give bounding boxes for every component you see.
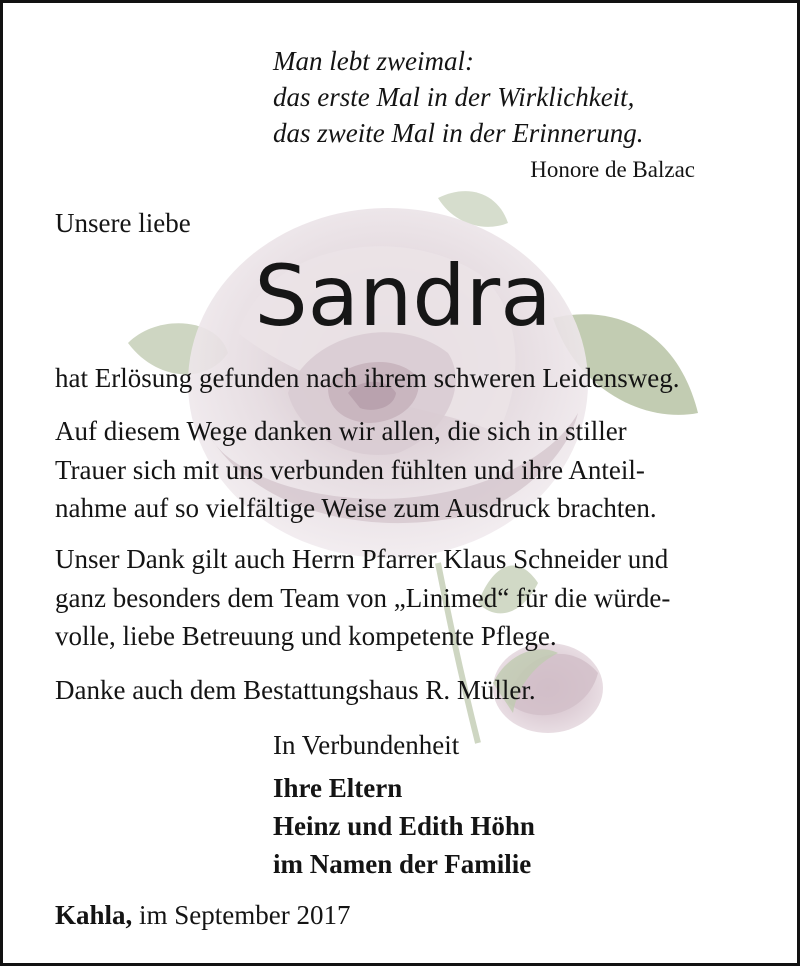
paragraph-line: Trauer sich mit uns verbunden fühlten und ihre Anteil- bbox=[55, 454, 645, 485]
paragraph-line: nahme auf so vielfältige Weise zum Ausdruck brachten. bbox=[55, 493, 657, 523]
place-date bbox=[55, 900, 351, 931]
quote-block bbox=[273, 43, 643, 151]
paragraph-line: Auf diesem Wege danken wir allen, die sich in stiller bbox=[55, 416, 627, 446]
paragraph-gratitude bbox=[55, 540, 761, 656]
signature-line: Heinz und Edith Höhn bbox=[273, 811, 535, 841]
place-date-text: im September 2017 bbox=[139, 900, 351, 930]
signature-line: im Namen der Familie bbox=[273, 849, 532, 879]
paragraph-line: volle, liebe Betreuung und kompetente Pflege. bbox=[55, 621, 557, 651]
paragraph-thanks bbox=[55, 412, 761, 528]
signature-block bbox=[273, 769, 535, 883]
paragraph-funeral-home: Danke auch dem Bestattungshaus R. Müller. bbox=[55, 675, 536, 705]
paragraph-line: ganz besonders dem Team von „Linimed“ für die würde- bbox=[55, 582, 671, 613]
intro-text: Unsere liebe bbox=[55, 208, 191, 238]
signature-line: Ihre Eltern bbox=[273, 773, 403, 803]
paragraph-relief: hat Erlösung gefunden nach ihrem schweren Leidensweg. bbox=[55, 363, 680, 393]
place-city: Kahla, bbox=[55, 900, 133, 930]
paragraph-line: Unser Dank gilt auch Herrn Pfarrer Klaus Schneider und bbox=[55, 544, 669, 574]
quote-author: Honore de Balzac bbox=[530, 157, 695, 182]
deceased-name: Sandra bbox=[254, 247, 552, 345]
closing-phrase: In Verbundenheit bbox=[273, 730, 460, 760]
quote-line: Man lebt zweimal: bbox=[273, 46, 474, 76]
quote-line: das zweite Mal in der Erinnerung. bbox=[273, 118, 644, 148]
quote-line: das erste Mal in der Wirklichkeit, bbox=[273, 82, 635, 112]
